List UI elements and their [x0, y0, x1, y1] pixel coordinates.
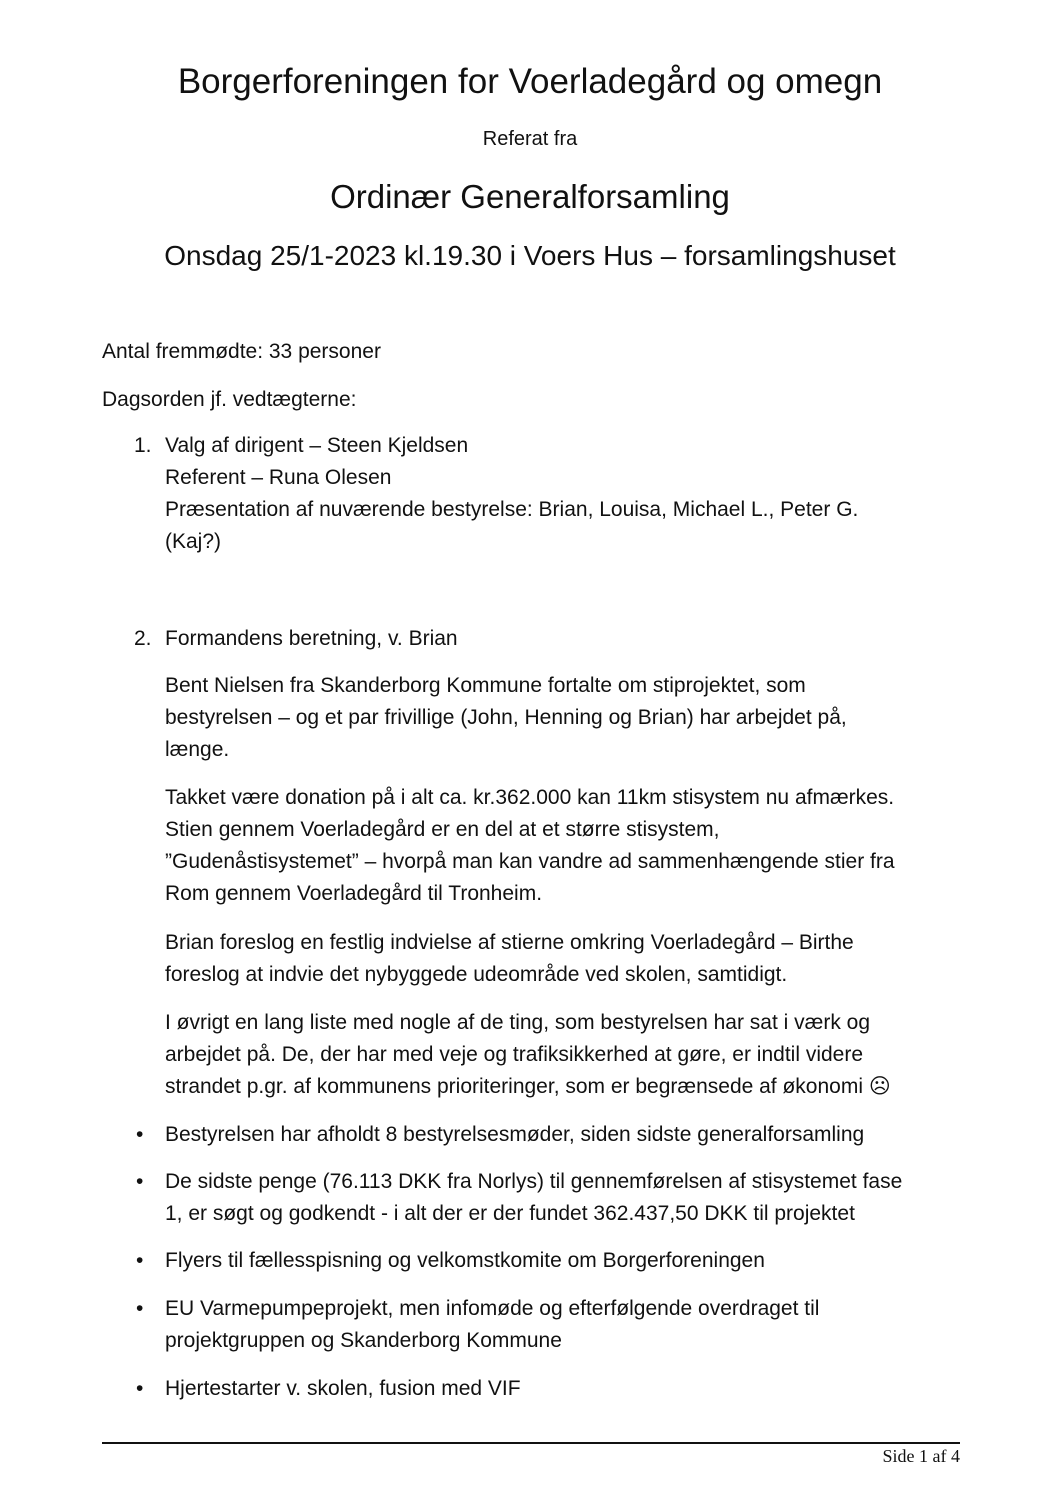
bullet-dot: •	[136, 1170, 144, 1193]
report-line: I øvrigt en lang liste med nogle af de ting, som bestyrelsen har sat i værk og	[165, 1011, 871, 1034]
bullet-item	[165, 1245, 765, 1277]
attendance-count: Antal fremmødte: 33 personer	[102, 340, 381, 363]
agenda-item-1-line: Referent – Runa Olesen	[165, 466, 392, 489]
bullet-line: Hjertestarter v. skolen, fusion med VIF	[165, 1377, 521, 1400]
bullet-line: projektgruppen og Skanderborg Kommune	[165, 1329, 562, 1352]
report-line: Rom gennem Voerladegård til Tronheim.	[165, 882, 543, 905]
bullet-line: 1, er søgt og godkendt - i alt der er der fundet 362.437,50 DKK til projektet	[165, 1202, 855, 1225]
report-paragraph	[165, 670, 847, 766]
report-line: længe.	[165, 738, 230, 761]
bullet-dot: •	[136, 1297, 144, 1320]
report-paragraph	[165, 927, 854, 991]
agenda-item-1-line: Præsentation af nuværende bestyrelse: Brian, Louisa, Michael L., Peter G.	[165, 498, 859, 521]
agenda-item-number: 1.	[134, 434, 152, 457]
page-number: Side 1 af 4	[882, 1446, 960, 1466]
agenda-item-1	[165, 430, 858, 558]
agenda-item-2-heading: Formandens beretning, v. Brian	[165, 627, 458, 650]
agenda-intro: Dagsorden jf. vedtægterne:	[102, 388, 357, 411]
bullet-dot: •	[136, 1123, 144, 1146]
report-line: Stien gennem Voerladegård er en del at et større stisystem,	[165, 818, 720, 841]
meeting-title: Ordinær Generalforsamling	[330, 178, 730, 215]
report-paragraph	[165, 1007, 891, 1103]
bullet-line: Flyers til fællesspisning og velkomstkomite om Borgerforeningen	[165, 1249, 765, 1272]
document-title: Borgerforeningen for Voerladegård og omegn	[177, 62, 883, 101]
report-line: Brian foreslog en festlig indvielse af stierne omkring Voerladegård – Birthe	[165, 931, 854, 954]
meeting-date: Onsdag 25/1-2023 kl.19.30 i Voers Hus – forsamlingshuset	[164, 240, 896, 271]
agenda-item-number: 2.	[134, 627, 152, 650]
bullet-line: Bestyrelsen har afholdt 8 bestyrelsesmøder, siden sidste generalforsamling	[165, 1123, 865, 1146]
report-paragraph	[165, 782, 895, 910]
bullet-dot: •	[136, 1249, 144, 1272]
report-line: ”Gudenåstisystemet” – hvorpå man kan vandre ad sammenhængende stier fra	[165, 850, 895, 873]
report-line: Bent Nielsen fra Skanderborg Kommune fortalte om stiprojektet, som	[165, 674, 806, 697]
bullet-item	[165, 1166, 902, 1230]
bullet-dot: •	[136, 1377, 144, 1400]
bullet-item	[165, 1373, 521, 1405]
footer-divider	[102, 1442, 960, 1444]
report-line: Takket være donation på i alt ca. kr.362.000 kan 11km stisystem nu afmærkes.	[165, 786, 895, 809]
report-line: strandet p.gr. af kommunens prioriteringer, som er begrænsede af økonomi ☹	[165, 1075, 891, 1098]
document-subtitle: Referat fra	[482, 128, 578, 150]
bullet-line: EU Varmepumpeprojekt, men infomøde og efterfølgende overdraget til	[165, 1297, 820, 1320]
report-line: arbejdet på. De, der har med veje og trafiksikkerhed at gøre, er indtil videre	[165, 1043, 864, 1066]
bullet-item	[165, 1293, 819, 1357]
agenda-item-1-line: (Kaj?)	[165, 530, 222, 553]
bullet-line: De sidste penge (76.113 DKK fra Norlys) til gennemførelsen af stisystemet fase	[165, 1170, 903, 1193]
report-line: bestyrelsen – og et par frivillige (John, Henning og Brian) har arbejdet på,	[165, 706, 847, 729]
report-line: foreslog at indvie det nybyggede udeområde ved skolen, samtidigt.	[165, 963, 788, 986]
bullet-item	[165, 1119, 864, 1151]
agenda-item-1-line: Valg af dirigent – Steen Kjeldsen	[165, 434, 469, 457]
